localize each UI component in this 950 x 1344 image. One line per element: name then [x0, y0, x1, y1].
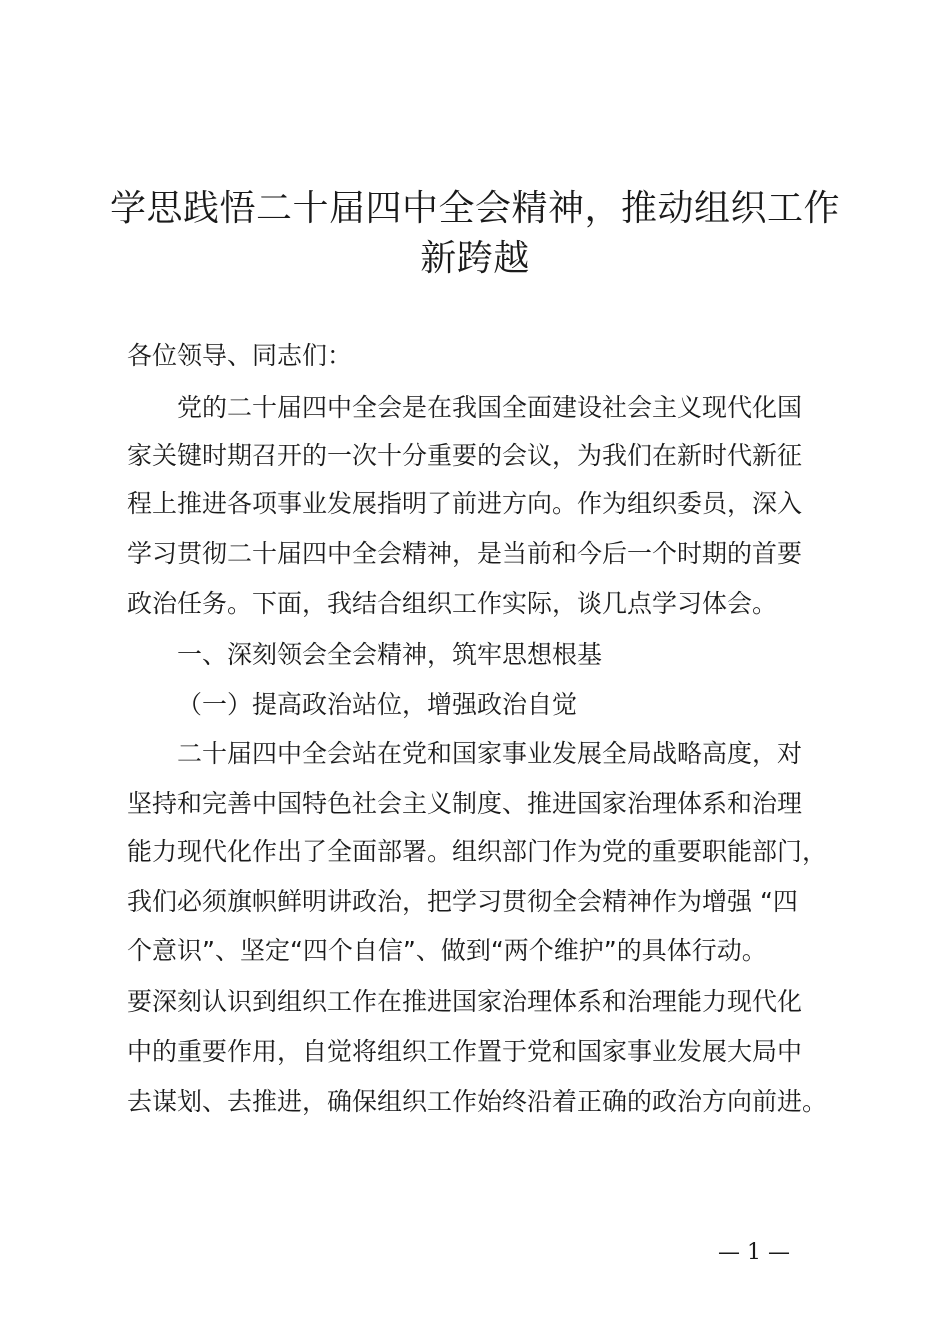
- page-number: — 1 —: [718, 1240, 790, 1265]
- intro-line: 程上推进各项事业发展指明了前进方向。作为组织委员，深入: [127, 489, 803, 518]
- document-title-line-1: 学思践悟二十届四中全会精神，推动组织工作: [109, 188, 840, 229]
- body-line: 要深刻认识到组织工作在推进国家治理体系和治理能力现代化: [127, 987, 803, 1016]
- intro-line: 家关键时期召开的一次十分重要的会议，为我们在新时代新征: [127, 441, 803, 470]
- salutation: 各位领导、同志们：: [127, 341, 353, 370]
- body-line: 二十届四中全会站在党和国家事业发展全局战略高度，对: [177, 739, 803, 768]
- subsection-heading: （一）提高政治站位，增强政治自觉: [177, 690, 578, 719]
- body-line: 能力现代化作出了全面部署。组织部门作为党的重要职能部门，: [127, 837, 828, 866]
- body-line: 个意识”、坚定“四个自信”、做到“两个维护”的具体行动。: [127, 936, 767, 965]
- document-title-line-2: 新跨越: [420, 238, 530, 279]
- body-line: 去谋划、去推进，确保组织工作始终沿着正确的政治方向前进。: [127, 1087, 828, 1116]
- intro-line: 学习贯彻二十届四中全会精神，是当前和今后一个时期的首要: [127, 539, 803, 568]
- body-line: 坚持和完善中国特色社会主义制度、推进国家治理体系和治理: [127, 789, 803, 818]
- intro-line: 政治任务。下面，我结合组织工作实际，谈几点学习体会。: [127, 589, 778, 618]
- body-line: 中的重要作用，自觉将组织工作置于党和国家事业发展大局中: [127, 1037, 803, 1066]
- intro-line: 党的二十届四中全会是在我国全面建设社会主义现代化国: [177, 393, 803, 422]
- section-heading: 一、深刻领会全会精神，筑牢思想根基: [177, 640, 603, 669]
- body-line: 我们必须旗帜鲜明讲政治，把学习贯彻全会精神作为增强 “四: [127, 887, 798, 916]
